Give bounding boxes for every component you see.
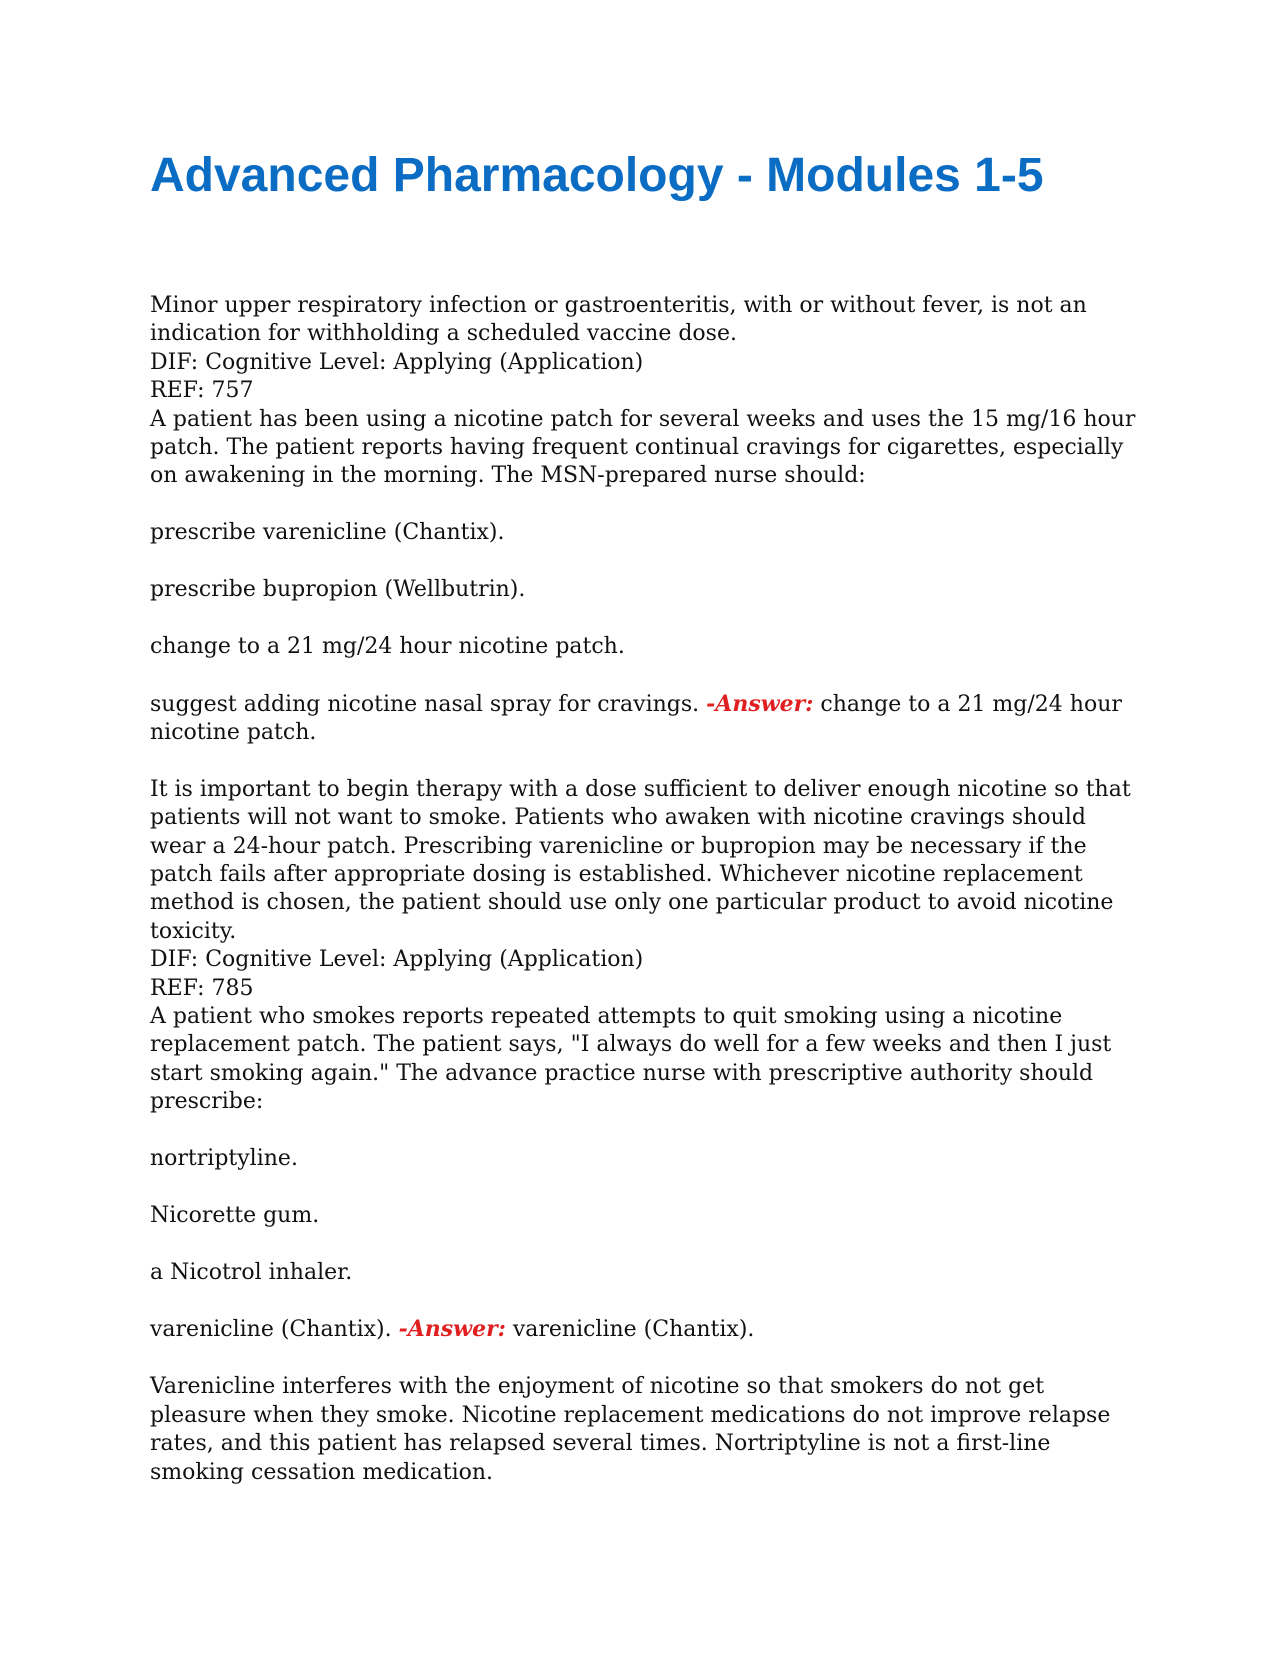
text-line: It is important to begin therapy with a dose sufficient to deliver enough nicotine so that (150, 776, 1131, 802)
text-line: toxicity. (150, 918, 237, 944)
text-line: DIF: Cognitive Level: Applying (Application) (150, 349, 644, 375)
answer-text: varenicline (Chantix). (505, 1317, 755, 1343)
answer-option-with-answer (150, 1315, 1130, 1344)
paragraph-gap (150, 1287, 1130, 1315)
text-line: A patient has been using a nicotine patch for several weeks and uses the 15 mg/16 hour (150, 406, 1136, 432)
paragraph-gap (150, 661, 1130, 689)
text-line: rates, and this patient has relapsed several times. Nortriptyline is not a first-line (150, 1431, 1051, 1457)
answer-option: change to a 21 mg/24 hour nicotine patch. (150, 633, 625, 659)
page-title: Advanced Pharmacology - Modules 1-5 (150, 149, 1044, 202)
text-line: start smoking again." The advance practice nurse with prescriptive authority should (150, 1060, 1094, 1086)
paragraph-gap (150, 491, 1130, 519)
answer-option: Nicorette gum. (150, 1202, 320, 1228)
answer-text: change to a 21 mg/24 hour (813, 691, 1122, 717)
text-line: patients will not want to smoke. Patients who awaken with nicotine cravings should (150, 805, 1086, 831)
text-line: Minor upper respiratory infection or gastroenteritis, with or without fever, is not an (150, 293, 1087, 318)
text-line: indication for withholding a scheduled vaccine dose. (150, 321, 737, 347)
paragraph-gap (150, 1345, 1130, 1373)
paragraph-gap (150, 604, 1130, 632)
paragraph-gap (150, 1174, 1130, 1202)
text-line: REF: 785 (150, 975, 254, 1001)
answer-option: prescribe bupropion (Wellbutrin). (150, 577, 526, 603)
text-line: patch. The patient reports having frequent continual cravings for cigarettes, especially (150, 435, 1124, 461)
text-line: A patient who smokes reports repeated attempts to quit smoking using a nicotine (150, 1004, 1063, 1030)
text-line: wear a 24-hour patch. Prescribing varenicline or bupropion may be necessary if the (150, 833, 1087, 859)
text-line: Varenicline interferes with the enjoyment of nicotine so that smokers do not get (150, 1374, 1045, 1400)
option-text: suggest adding nicotine nasal spray for cravings. (150, 691, 707, 717)
answer-option: prescribe varenicline (Chantix). (150, 520, 505, 546)
text-line: smoking cessation medication. (150, 1459, 494, 1485)
text-line: prescribe: (150, 1089, 264, 1115)
document-body (150, 292, 1136, 1487)
paragraph-gap (150, 1230, 1130, 1258)
answer-option: nortriptyline. (150, 1146, 298, 1172)
text-line: nicotine patch. (150, 720, 317, 746)
paragraph-gap (150, 1117, 1130, 1145)
answer-option: a Nicotrol inhaler. (150, 1259, 353, 1285)
text-line: replacement patch. The patient says, "I always do well for a few weeks and then I just (150, 1032, 1112, 1058)
answer-option-with-answer (150, 690, 1130, 719)
paragraph-gap (150, 747, 1130, 775)
text-line: patch fails after appropriate dosing is established. Whichever nicotine replacement (150, 862, 1083, 888)
answer-label: -Answer: (398, 1316, 506, 1343)
option-text: varenicline (Chantix). (150, 1317, 399, 1343)
answer-label: -Answer: (706, 690, 814, 717)
text-line: REF: 757 (150, 378, 254, 404)
paragraph-gap (150, 548, 1130, 576)
text-line: pleasure when they smoke. Nicotine replacement medications do not improve relapse (150, 1402, 1111, 1428)
text-line: method is chosen, the patient should use only one particular product to avoid nicotine (150, 890, 1114, 916)
text-line: on awakening in the morning. The MSN-prepared nurse should: (150, 463, 866, 489)
text-line: DIF: Cognitive Level: Applying (Application) (150, 947, 644, 973)
